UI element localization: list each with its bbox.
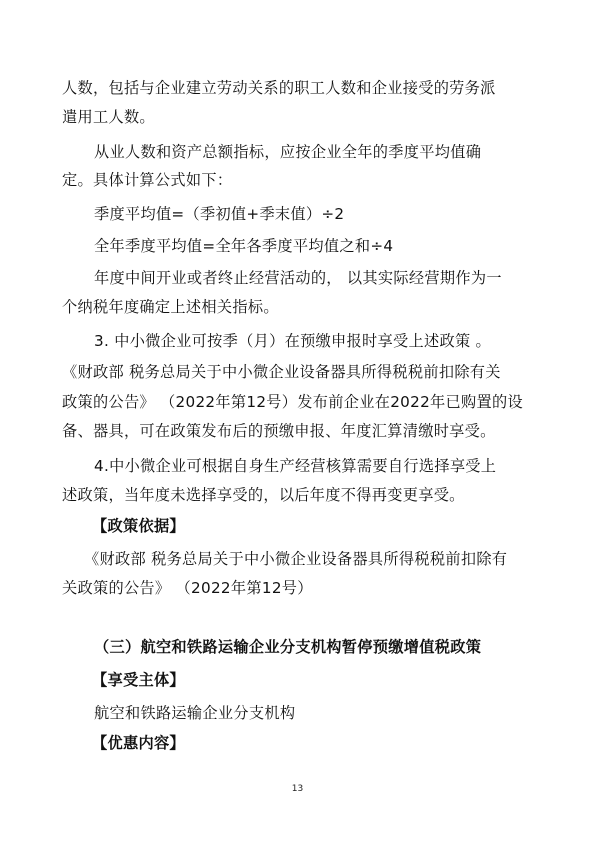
formula-quarter-average: 季度平均值=（季初值+季末值）÷2	[94, 205, 345, 223]
beneficiary-heading: 【享受主体】	[92, 671, 185, 689]
text-line-20: 航空和铁路运输企业分支机构	[94, 704, 296, 722]
section-three-title: （三）航空和铁路运输企业分支机构暂停预缴增值税政策	[94, 638, 482, 656]
text-line-10: 《财政部 税务总局关于中小微企业设备器具所得税税前扣除有关	[62, 363, 501, 381]
text-line-1: 人数，包括与企业建立劳动关系的职工人数和企业接受的劳务派	[62, 79, 496, 97]
policy-basis-heading: 【政策依据】	[92, 517, 185, 535]
text-line-12: 备、器具，可在政策发布后的预缴申报、年度汇算清缴时享受。	[62, 422, 496, 440]
text-line-17: 关政策的公告》 （2022年第12号）	[62, 579, 313, 597]
text-line-2: 遣用工人数。	[62, 108, 155, 126]
text-line-13: 4.中小微企业可根据自身生产经营核算需要自行选择享受上	[94, 457, 497, 475]
text-line-3: 从业人数和资产总额指标，应按企业全年的季度平均值确	[94, 143, 482, 161]
text-line-9: 3. 中小微企业可按季（月）在预缴申报时享受上述政策 。	[94, 332, 492, 350]
text-line-8: 个纳税年度确定上述相关指标。	[62, 298, 279, 316]
text-line-11: 政策的公告》 （2022年第12号）发布前企业在2022年已购置的设	[62, 393, 523, 411]
page-number: 13	[291, 784, 304, 794]
text-line-16: 《财政部 税务总局关于中小微企业设备器具所得税税前扣除有	[84, 550, 508, 568]
text-line-14: 述政策，当年度未选择享受的，以后年度不得再变更享受。	[62, 486, 465, 504]
text-line-4: 定。具体计算公式如下：	[62, 171, 233, 189]
text-line-7: 年度中间开业或者终止经营活动的， 以其实际经营期作为一	[94, 269, 502, 287]
preferential-content-heading: 【优惠内容】	[92, 734, 185, 752]
formula-annual-average: 全年季度平均值=全年各季度平均值之和÷4	[94, 237, 394, 255]
